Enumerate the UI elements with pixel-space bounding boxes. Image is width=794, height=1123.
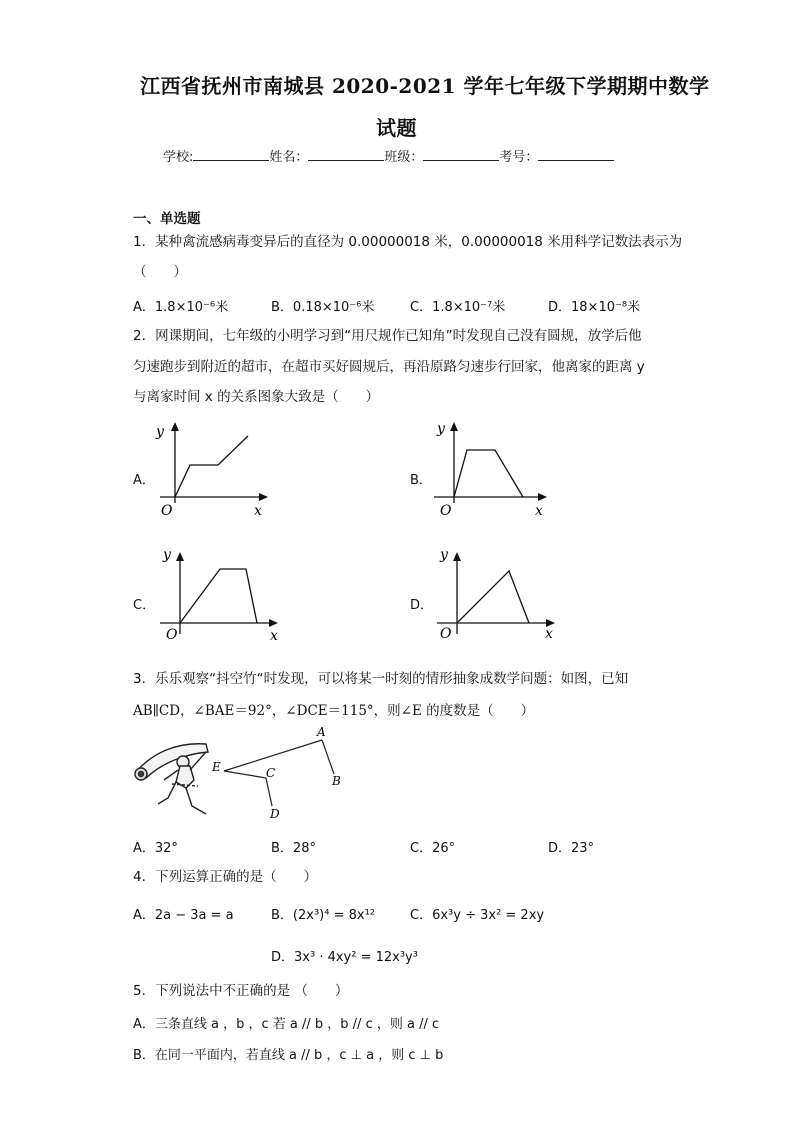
- point-c-label: C: [266, 766, 276, 780]
- class-blank[interactable]: [423, 147, 499, 161]
- page-title-line1: 江西省抚州市南城县 2020-2021 学年七年级下学期期中数学: [140, 74, 710, 98]
- x-axis-arrow-icon: [269, 619, 278, 627]
- exam-no-label: 考号：: [499, 150, 539, 165]
- origin-label: O: [161, 503, 173, 519]
- q2-option-a-label[interactable]: A．: [133, 473, 155, 488]
- q2-line3: 与离家时间 x 的关系图象大致是（ ）: [133, 389, 380, 405]
- x-axis-arrow-icon: [259, 493, 268, 501]
- y-label: y: [440, 547, 448, 563]
- q3-figure: [128, 722, 358, 830]
- y-axis-arrow-icon: [176, 552, 184, 561]
- y-label: y: [156, 424, 164, 440]
- q4-option-b[interactable]: B．(2x³)⁴ = 8x¹²: [271, 908, 375, 923]
- point-e-label: E: [212, 760, 221, 774]
- q1-line2: （ ）: [133, 264, 187, 280]
- q5-option-b[interactable]: B．在同一平面内，若直线 a // b ，c ⊥ a ，则 c ⊥ b: [133, 1048, 444, 1063]
- q3-line2: AB∥CD，∠BAE＝92°，∠DCE＝115°，则∠E 的度数是（ ）: [133, 703, 535, 719]
- origin-label: O: [166, 627, 178, 643]
- q1-option-b[interactable]: B．0.18×10⁻⁶米: [271, 300, 375, 315]
- y-label: y: [163, 547, 171, 563]
- x-label: x: [254, 503, 262, 519]
- name-blank[interactable]: [308, 147, 384, 161]
- school-blank[interactable]: [193, 147, 269, 161]
- student-info-row: [163, 146, 614, 165]
- origin-label: O: [440, 503, 452, 519]
- q2-graph-c[interactable]: [155, 544, 285, 646]
- q1-option-d[interactable]: D．18×10⁻⁸米: [548, 300, 641, 315]
- q5-option-a[interactable]: A．三条直线 a ，b ，c 若 a // b ，b // c ，则 a // c: [133, 1017, 440, 1032]
- performer-illustration-icon: [135, 744, 208, 814]
- y-axis-arrow-icon: [453, 552, 461, 561]
- q2-graph-b[interactable]: [429, 418, 554, 520]
- graph-line: [180, 569, 257, 623]
- point-a-label: A: [317, 725, 326, 739]
- line-CD: [266, 778, 272, 806]
- graph-line: [457, 571, 529, 623]
- q4-option-d[interactable]: D．3x³ · 4xy² = 12x³y³: [271, 950, 418, 965]
- school-label: 学校:: [163, 150, 194, 165]
- x-label: x: [535, 503, 543, 519]
- line-EC: [224, 771, 266, 778]
- graph-line: [175, 436, 248, 497]
- name-label: 姓名：: [269, 150, 309, 165]
- y-axis-arrow-icon: [450, 422, 458, 431]
- x-axis-arrow-icon: [538, 493, 547, 501]
- line-AB: [322, 740, 334, 774]
- point-b-label: B: [332, 774, 341, 788]
- q3-option-c[interactable]: C．26°: [410, 841, 456, 856]
- q4-option-a[interactable]: A．2a − 3a = a: [133, 908, 234, 923]
- q2-option-d-label[interactable]: D．: [410, 598, 434, 613]
- q5-line1: 5．下列说法中不正确的是 （ ）: [133, 983, 349, 999]
- section-title: 一、单选题: [133, 211, 201, 227]
- y-label: y: [437, 421, 445, 437]
- q1-option-c[interactable]: C．1.8×10⁻⁷米: [410, 300, 506, 315]
- q3-option-a[interactable]: A．32°: [133, 841, 178, 856]
- q3-option-d[interactable]: D．23°: [548, 841, 595, 856]
- y-axis-arrow-icon: [171, 422, 179, 431]
- q2-option-c-label[interactable]: C．: [133, 598, 156, 613]
- q2-line1: 2．网课期间，七年级的小明学习到“用尺规作已知角”时发现自己没有圆规，放学后他: [133, 328, 642, 344]
- q2-graph-d[interactable]: [432, 544, 562, 646]
- q2-graph-a[interactable]: [150, 418, 275, 520]
- point-d-label: D: [270, 807, 280, 821]
- graph-line: [454, 450, 523, 497]
- exam-no-blank[interactable]: [538, 147, 614, 161]
- q2-option-b-label[interactable]: B．: [410, 473, 432, 488]
- q1-line1: 1．某种禽流感病毒变异后的直径为 0.00000018 米，0.00000018 米用科学记数法表示为: [133, 234, 683, 250]
- x-label: x: [545, 626, 553, 642]
- q4-line1: 4．下列运算正确的是（ ）: [133, 869, 318, 885]
- q3-option-b[interactable]: B．28°: [271, 841, 316, 856]
- q4-option-c[interactable]: C．6x³y ÷ 3x² = 2xy: [410, 908, 545, 923]
- q1-option-a[interactable]: A．1.8×10⁻⁶米: [133, 300, 229, 315]
- x-label: x: [270, 628, 278, 644]
- q3-line1: 3．乐乐观察“抖空竹“时发现，可以将某一时刻的情形抽象成数学问题：如图，已知: [133, 671, 629, 687]
- class-label: 班级：: [384, 150, 424, 165]
- origin-label: O: [440, 626, 452, 642]
- page-title-line2: 试题: [376, 116, 417, 140]
- q2-line2: 匀速跑步到附近的超市，在超市买好圆规后，再沿原路匀速步行回家，他离家的距离 y: [133, 359, 645, 375]
